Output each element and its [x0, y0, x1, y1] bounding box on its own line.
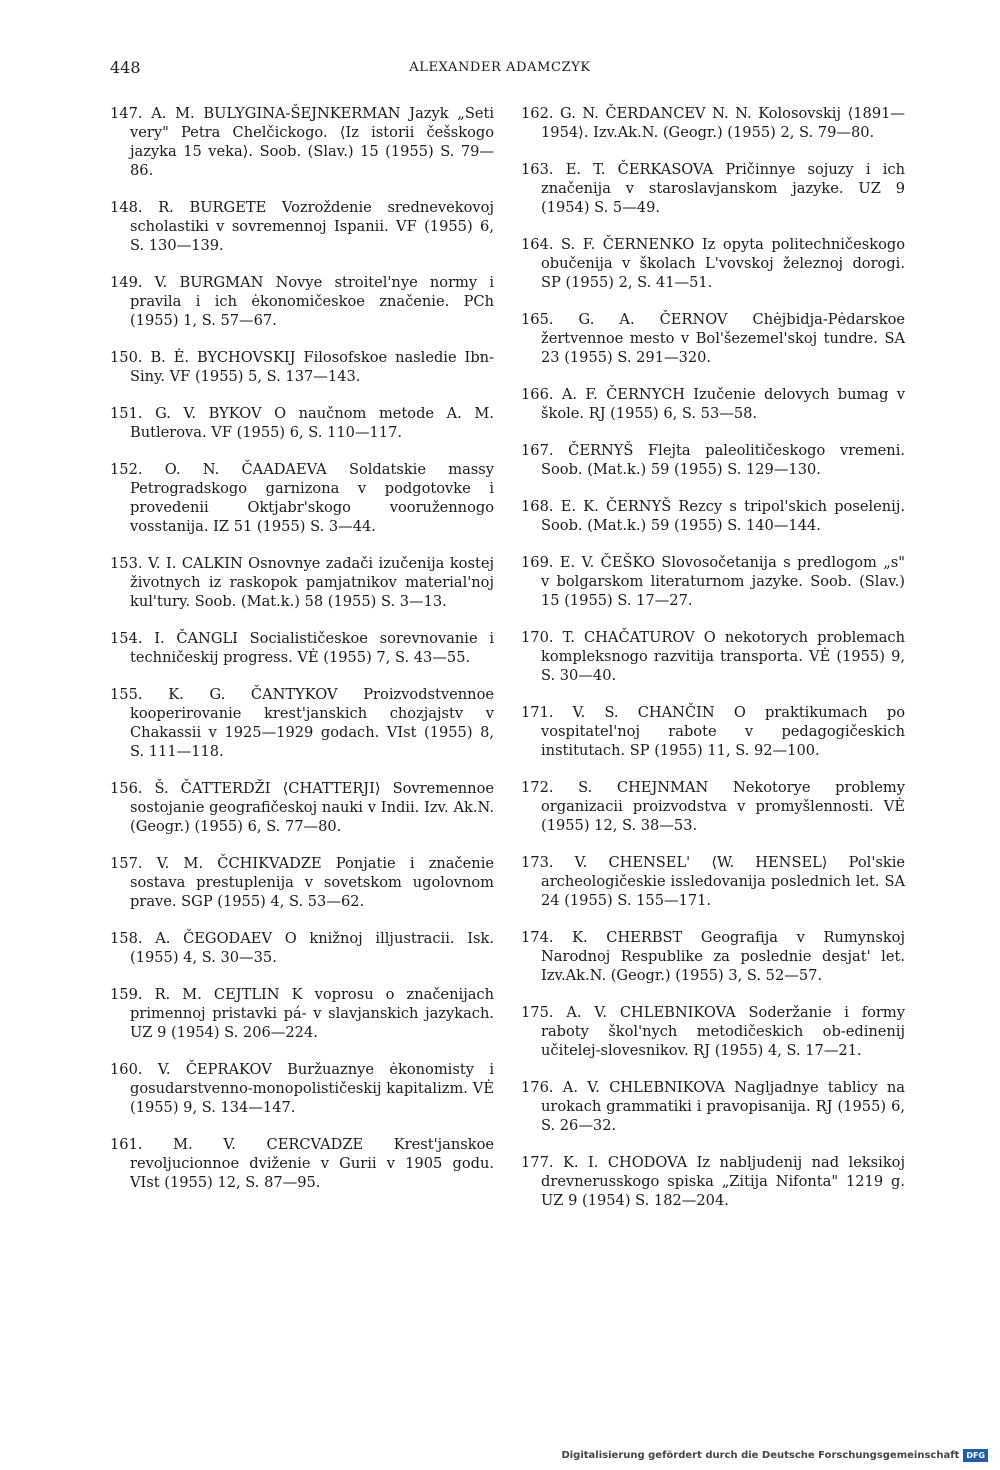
- bibliography-entry: 165. G. A. ČERNOV Chėjbidja-Pėdarskoe žertvennoe mesto v Bol'šezemel'skoj tundre. SA 23 (1955) S. 291—320.: [521, 311, 905, 366]
- digitization-note: Digitalisierung gefördert durch die Deutsche Forschungsgemeinschaft: [561, 1450, 960, 1461]
- right-column: [521, 104, 905, 1228]
- bibliography-entry: 174. K. CHERBST Geografija v Rumynskoj Narodnoj Respublike za poslednie desjat' let. Izv.Ak.N. (Geogr.) (1955) 3, S. 52—57.: [521, 929, 905, 984]
- bibliography-entry: 167. ČERNYŠ Flejta paleolitičeskogo vremeni. Soob. (Mat.k.) 59 (1955) S. 129—130.: [521, 442, 905, 478]
- bibliography-entry: 171. V. S. CHANČIN O praktikumach po vospitatel'noj rabote v pedagogičeskich institutach. SP (1955) 11, S. 92—100.: [521, 704, 905, 759]
- bibliography-entry: 172. S. CHEJNMAN Nekotorye problemy organizacii proizvodstva v promyšlennosti. VĖ (1955) 12, S. 38—53.: [521, 779, 905, 834]
- bibliography-entry: 147. A. M. BULYGINA-ŠEJNKERMAN Jazyk „Seti very" Petra Chelčickogo. ⟨Iz istorii češskogo jazyka 15 veka⟩. Soob. (Slav.) 15 (1955) S. 79—86.: [110, 105, 494, 179]
- bibliography-entry: 162. G. N. ČERDANCEV N. N. Kolosovskij ⟨1891—1954⟩. Izv.Ak.N. (Geogr.) (1955) 2, S. 79—80.: [521, 105, 905, 141]
- bibliography-entry: 158. A. ČEGODAEV O knižnoj illjustracii. Isk. (1955) 4, S. 30—35.: [110, 930, 494, 966]
- bibliography-entry: 173. V. CHENSEL' ⟨W. HENSEL⟩ Pol'skie archeologičeskie issledovanija poslednich let. SA 24 (1955) S. 155—171.: [521, 854, 905, 909]
- bibliography-entry: 169. E. V. ČEŠKO Slovosočetanija s predlogom „s" v bolgarskom literaturnom jazyke. Soob. (Slav.) 15 (1955) S. 17—27.: [521, 554, 905, 609]
- page-number: 448: [110, 58, 141, 77]
- bibliography-entry: 161. M. V. CERCVADZE Krest'janskoe revoljucionnoe dviženie v Gurii v 1905 godu. VIst (1955) 12, S. 87—95.: [110, 1136, 494, 1191]
- bibliography-entry: 176. A. V. CHLEBNIKOVA Nagljadnye tablicy na urokach grammatiki i pravopisanija. RJ (1955) 6, S. 26—32.: [521, 1079, 905, 1134]
- bibliography-entry: 177. K. I. CHODOVA Iz nabljudenij nad leksikoj drevnerusskogo spiska „Zitija Nifonta" 1219 g. UZ 9 (1954) S. 182—204.: [521, 1154, 905, 1209]
- dfg-logo-icon: DFG: [963, 1449, 988, 1462]
- bibliography-entry: 157. V. M. ČCHIKVADZE Ponjatie i značenie sostava prestuplenija v sovetskom ugolovnom prave. SGP (1955) 4, S. 53—62.: [110, 855, 494, 910]
- bibliography-entry: 159. R. M. CEJTLIN K voprosu o značenijach primennoj pristavki pá- v slavjanskich jazykach. UZ 9 (1954) S. 206—224.: [110, 986, 494, 1041]
- bibliography-entry: 150. B. Ė. BYCHOVSKIJ Filosofskoe nasledie Ibn-Siny. VF (1955) 5, S. 137—143.: [110, 349, 494, 385]
- bibliography-entry: 168. E. K. ČERNYŠ Rezcy s tripol'skich poselenij. Soob. (Mat.k.) 59 (1955) S. 140—144.: [521, 498, 905, 534]
- running-head: ALEXANDER ADAMCZYK: [409, 60, 591, 75]
- bibliography-entry: 153. V. I. CALKIN Osnovnye zadači izučenija kostej životnych iz raskopok pamjatnikov material'noj kul'tury. Soob. (Mat.k.) 58 (1955) S. 3—13.: [110, 555, 494, 610]
- bibliography-entry: 170. T. CHAČATUROV O nekotorych problemach kompleksnogo razvitija transporta. VĖ (1955) 9, S. 30—40.: [521, 629, 905, 684]
- left-column: [110, 104, 494, 1210]
- bibliography-entry: 156. Š. ČATTERDŽI ⟨CHATTERJI⟩ Sovremennoe sostojanie geografičeskoj nauki v Indii. Izv. Ak.N. (Geogr.) (1955) 6, S. 77—80.: [110, 780, 494, 835]
- bibliography-entry: 155. K. G. ČANTYKOV Proizvodstvennoe kooperirovanie krest'janskich chozjajstv v Chakassii v 1925—1929 godach. VIst (1955) 8, S. 111—118.: [110, 686, 494, 760]
- bibliography-entry: 163. E. T. ČERKASOVA Pričinnye sojuzy i ich značenija v staroslavjanskom jazyke. UZ 9 (1954) S. 5—49.: [521, 161, 905, 216]
- bibliography-entry: 160. V. ČEPRAKOV Buržuaznye ėkonomisty i gosudarstvenno-monopolističeskij kapitalizm. VĖ (1955) 9, S. 134—147.: [110, 1061, 494, 1116]
- bibliography-entry: 154. I. ČANGLI Socialističeskoe sorevnovanie i techničeskij progress. VĖ (1955) 7, S. 43—55.: [110, 630, 494, 666]
- bibliography-entry: 149. V. BURGMAN Novye stroitel'nye normy i pravila i ich ėkonomičeskoe značenie. PCh (1955) 1, S. 57—67.: [110, 274, 494, 329]
- bibliography-entry: 148. R. BURGETE Vozroždenie srednevekovoj scholastiki v sovremennoj Ispanii. VF (1955) 6, S. 130—139.: [110, 199, 494, 254]
- bibliography-entry: 164. S. F. ČERNENKO Iz opyta politechničeskogo obučenija v školach L'vovskoj železnoj dorogi. SP (1955) 2, S. 41—51.: [521, 236, 905, 291]
- bibliography-entry: 175. A. V. CHLEBNIKOVA Soderžanie i formy raboty škol'nych metodičeskich ob-edinenij učitelej-slovesnikov. RJ (1955) 4, S. 17—21.: [521, 1004, 905, 1059]
- bibliography-entry: 166. A. F. ČERNYCH Izučenie delovych bumag v škole. RJ (1955) 6, S. 53—58.: [521, 386, 905, 422]
- bibliography-entry: 151. G. V. BYKOV O naučnom metode A. M. Butlerova. VF (1955) 6, S. 110—117.: [110, 405, 494, 441]
- digitization-footer: [561, 1449, 988, 1462]
- bibliography-entry: 152. O. N. ČAADAEVA Soldatskie massy Petrogradskogo garnizona v podgotovke i provedenii Oktjabr'skogo vooružennogo vosstanija. IZ 51 (1955) S. 3—44.: [110, 461, 494, 535]
